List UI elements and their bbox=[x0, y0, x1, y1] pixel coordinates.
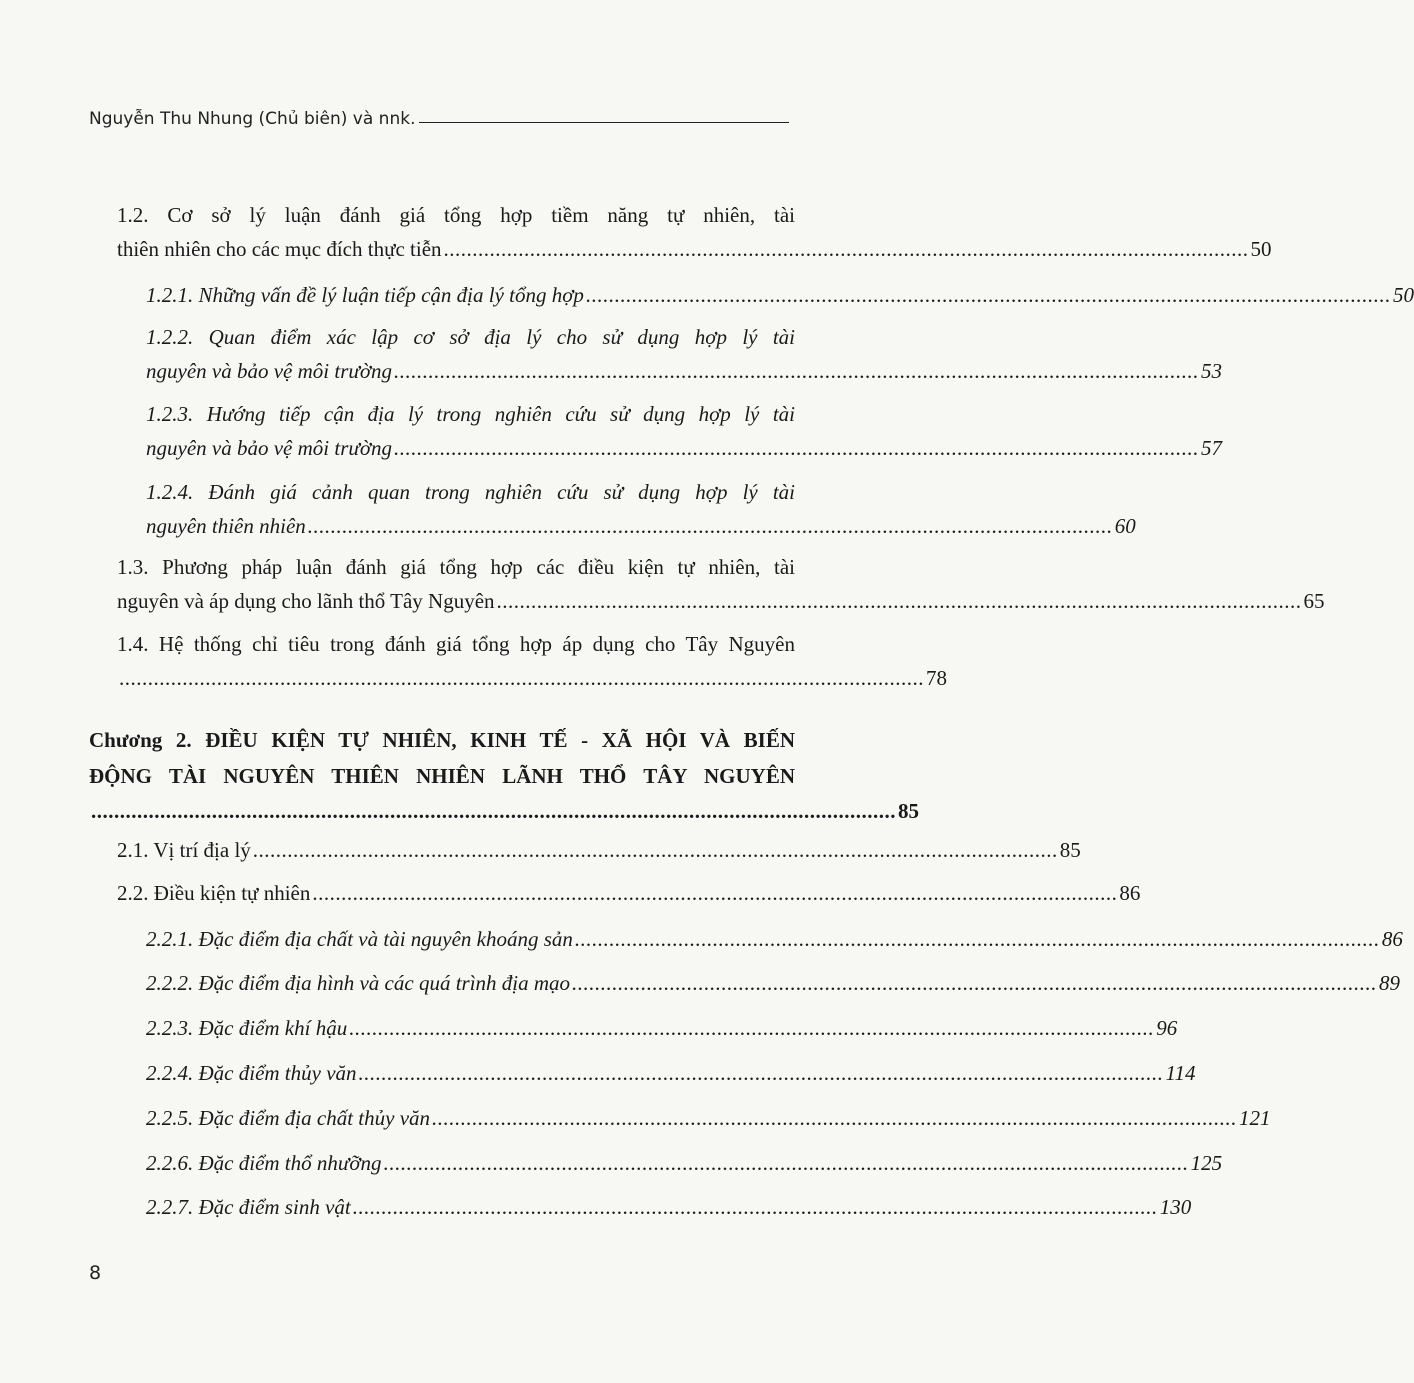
toc-entry-2-2-2[interactable] bbox=[146, 966, 1401, 1000]
toc-entry-last-line bbox=[117, 584, 1325, 618]
toc-page-number: 125 bbox=[1190, 1151, 1223, 1175]
toc-page-number: 53 bbox=[1201, 359, 1223, 383]
toc-entry-last-line bbox=[146, 1146, 1223, 1180]
toc-entry-2-2-7[interactable] bbox=[146, 1190, 1192, 1224]
toc-entry-last-line bbox=[146, 1056, 1196, 1090]
toc-entry-2-2-6[interactable] bbox=[146, 1146, 1223, 1180]
toc-entry-last-line bbox=[117, 833, 1081, 867]
toc-page-number: 65 bbox=[1303, 589, 1325, 613]
toc-entry-1-2[interactable] bbox=[117, 198, 1272, 266]
toc-entry-last-line bbox=[146, 1011, 1178, 1045]
toc-entry-last-line bbox=[117, 661, 947, 695]
toc-entry-text: nguyên và bảo vệ môi trường bbox=[146, 359, 393, 383]
toc-entry-text: nguyên và áp dụng cho lãnh thổ Tây Nguyên bbox=[117, 589, 495, 613]
toc-entry-text: 2.2.7. Đặc điểm sinh vật bbox=[146, 1195, 351, 1219]
toc-entry-last-line bbox=[146, 1190, 1192, 1224]
toc-entry-text: 2.2.1. Đặc điểm địa chất và tài nguyên khoáng sản bbox=[146, 927, 573, 951]
leader-dots: ............................................................................................................................................ bbox=[394, 359, 1200, 383]
toc-page-number: 96 bbox=[1156, 1016, 1178, 1040]
toc-entry-text: 1.4. Hệ thống chỉ tiêu trong đánh giá tổng hợp áp dụng cho Tây Nguyên bbox=[117, 632, 795, 656]
leader-dots: ............................................................................................................................................ bbox=[572, 971, 1378, 995]
toc-page-number: 85 bbox=[1059, 838, 1081, 862]
chapter-title-line: ĐỘNG TÀI NGUYÊN THIÊN NHIÊN LÃNH THỔ TÂY NGUYÊN bbox=[89, 764, 795, 788]
leader-dots: ............................................................................................................................................ bbox=[91, 799, 896, 823]
toc-chapter-2[interactable] bbox=[89, 722, 919, 828]
toc-entry-text: 2.2. Điều kiện tự nhiên bbox=[117, 881, 311, 905]
toc-entry-2-2-3[interactable] bbox=[146, 1011, 1178, 1045]
leader-dots: ............................................................................................................................................ bbox=[307, 514, 1113, 538]
toc-entry-text: 1.3. Phương pháp luận đánh giá tổng hợp các điều kiện tự nhiên, tài bbox=[117, 555, 795, 579]
toc-entry-1-2-2[interactable] bbox=[146, 320, 1223, 388]
chapter-title-line: Chương 2. ĐIỀU KIỆN TỰ NHIÊN, KINH TẾ - XÃ HỘI VÀ BIẾN bbox=[89, 728, 795, 752]
toc-entry-last-line bbox=[117, 232, 1272, 266]
toc-entry-1-4[interactable] bbox=[117, 627, 947, 695]
toc-entry-text: 1.2.2. Quan điểm xác lập cơ sở địa lý cho sử dụng hợp lý tài bbox=[146, 325, 795, 349]
leader-dots: ............................................................................................................................................ bbox=[432, 1106, 1238, 1130]
toc-page-number: 60 bbox=[1114, 514, 1136, 538]
toc-entry-last-line bbox=[146, 431, 1223, 465]
toc-entry-2-2[interactable] bbox=[117, 876, 1141, 910]
page-number: 8 bbox=[89, 1262, 102, 1284]
toc-entry-last-line bbox=[117, 876, 1141, 910]
toc-entry-1-2-4[interactable] bbox=[146, 475, 1136, 543]
toc-entry-text: thiên nhiên cho các mục đích thực tiễn bbox=[117, 237, 442, 261]
leader-dots: ............................................................................................................................................ bbox=[394, 436, 1200, 460]
leader-dots: ............................................................................................................................................ bbox=[383, 1151, 1189, 1175]
toc-entry-2-2-4[interactable] bbox=[146, 1056, 1196, 1090]
toc-entry-text: 1.2. Cơ sở lý luận đánh giá tổng hợp tiềm năng tự nhiên, tài bbox=[117, 203, 795, 227]
toc-entry-text: 1.2.4. Đánh giá cảnh quan trong nghiên cứu sử dụng hợp lý tài bbox=[146, 480, 795, 504]
toc-entry-2-2-5[interactable] bbox=[146, 1101, 1271, 1135]
toc-entry-1-3[interactable] bbox=[117, 550, 1325, 618]
leader-dots: ............................................................................................................................................ bbox=[585, 283, 1391, 307]
toc-entry-text: 2.2.3. Đặc điểm khí hậu bbox=[146, 1016, 348, 1040]
toc-entry-2-1[interactable] bbox=[117, 833, 1081, 867]
toc-entry-text: nguyên và bảo vệ môi trường bbox=[146, 436, 393, 460]
toc-entry-text: nguyên thiên nhiên bbox=[146, 514, 306, 538]
toc-page-number: 130 bbox=[1159, 1195, 1192, 1219]
toc-entry-text: 2.2.5. Đặc điểm địa chất thủy văn bbox=[146, 1106, 431, 1130]
toc-entry-text: 2.2.2. Đặc điểm địa hình và các quá trình địa mạo bbox=[146, 971, 571, 995]
toc-page-number: 50 bbox=[1250, 237, 1272, 261]
running-header bbox=[89, 103, 789, 129]
header-author: Nguyễn Thu Nhung (Chủ biên) và nnk. bbox=[89, 109, 416, 129]
leader-dots: ............................................................................................................................................ bbox=[358, 1061, 1164, 1085]
toc-entry-1-2-1[interactable] bbox=[146, 278, 1414, 312]
leader-dots: ............................................................................................................................................ bbox=[352, 1195, 1158, 1219]
toc-entry-last-line bbox=[146, 278, 1414, 312]
toc-entry-text: 1.2.3. Hướng tiếp cận địa lý trong nghiên cứu sử dụng hợp lý tài bbox=[146, 402, 795, 426]
toc-page-number: 86 bbox=[1381, 927, 1403, 951]
toc-entry-1-2-3[interactable] bbox=[146, 397, 1223, 465]
leader-dots: ............................................................................................................................................ bbox=[496, 589, 1302, 613]
toc-entry-2-2-1[interactable] bbox=[146, 922, 1403, 956]
toc-entry-text: 2.1. Vị trí địa lý bbox=[117, 838, 251, 862]
toc-page-number: 121 bbox=[1239, 1106, 1271, 1130]
leader-dots: ............................................................................................................................................ bbox=[252, 838, 1058, 862]
toc-page-number: 114 bbox=[1165, 1061, 1196, 1085]
toc-page-number: 57 bbox=[1201, 436, 1223, 460]
toc-page-number: 89 bbox=[1379, 971, 1401, 995]
leader-dots: ............................................................................................................................................ bbox=[574, 927, 1380, 951]
toc-entry-text: 1.2.1. Những vấn đề lý luận tiếp cận địa lý tổng hợp bbox=[146, 283, 584, 307]
leader-dots: ............................................................................................................................................ bbox=[312, 881, 1118, 905]
header-rule bbox=[419, 122, 789, 123]
leader-dots: ............................................................................................................................................ bbox=[349, 1016, 1155, 1040]
leader-dots: ............................................................................................................................................ bbox=[119, 666, 924, 690]
toc-entry-last-line bbox=[146, 966, 1401, 1000]
toc-page-number: 86 bbox=[1119, 881, 1141, 905]
toc-entry-last-line bbox=[89, 794, 919, 828]
toc-page-number: 50 bbox=[1392, 283, 1414, 307]
toc-entry-last-line bbox=[146, 922, 1403, 956]
toc-page-number: 78 bbox=[926, 666, 947, 690]
toc-entry-last-line bbox=[146, 1101, 1271, 1135]
toc-entry-text: 2.2.6. Đặc điểm thổ nhưỡng bbox=[146, 1151, 382, 1175]
toc-entry-last-line bbox=[146, 354, 1223, 388]
toc-page-number: 85 bbox=[898, 799, 919, 823]
leader-dots: ............................................................................................................................................ bbox=[443, 237, 1249, 261]
toc-entry-text: 2.2.4. Đặc điểm thủy văn bbox=[146, 1061, 357, 1085]
toc-entry-last-line bbox=[146, 509, 1136, 543]
